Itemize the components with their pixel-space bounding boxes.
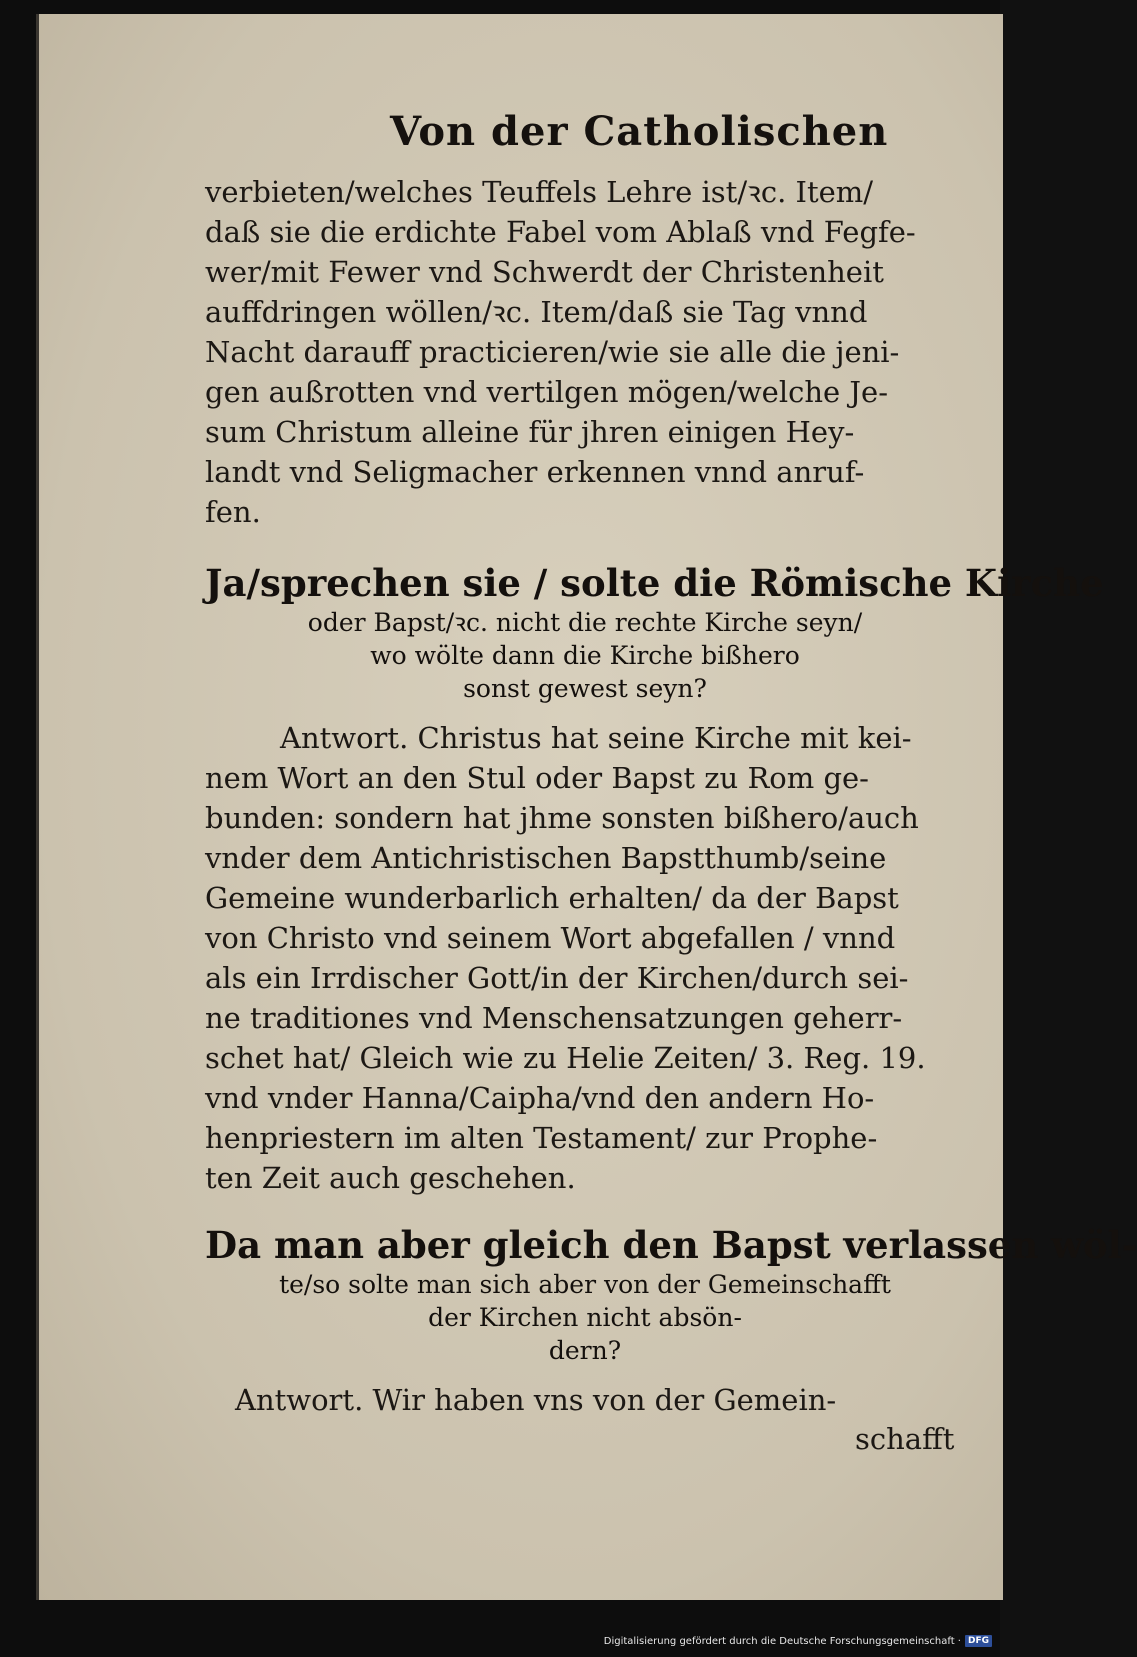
question-subline: te/so solte man sich aber von der Gemeinschafft: [279, 1270, 891, 1299]
text-line: ne traditiones vnd Menschensatzungen geherr-: [205, 1001, 903, 1035]
text-line: henpriestern im alten Testament/ zur Prophe-: [205, 1121, 878, 1155]
paragraph-2: [205, 718, 965, 1198]
text-line: Antwort. Wir haben vns von der Gemein-: [235, 1383, 837, 1417]
dfg-logo-icon: DFG: [965, 1635, 992, 1647]
text-line: verbieten/welches Teuffels Lehre ist/ꝛc. Item/: [205, 175, 874, 209]
text-line: fen.: [205, 495, 261, 529]
question-heading-2: [205, 1222, 1137, 1367]
question-subline: sonst gewest seyn?: [463, 674, 707, 703]
footer-text: Digitalisierung gefördert durch die Deutsche Forschungsgemeinschaft ·: [603, 1635, 961, 1647]
text-line: auffdringen wöllen/ꝛc. Item/daß sie Tag vnnd: [205, 295, 868, 329]
text-line: ten Zeit auch geschehen.: [205, 1161, 576, 1195]
text-line: landt vnd Seligmacher erkennen vnnd anruf-: [205, 455, 865, 489]
text-line: von Christo vnd seinem Wort abgefallen / vnnd: [205, 921, 896, 955]
question-subline: dern?: [548, 1336, 622, 1365]
catchword: schafft: [855, 1422, 955, 1456]
text-line: Nacht darauff practicieren/wie sie alle die jeni-: [205, 335, 900, 369]
text-line: wer/mit Fewer vnd Schwerdt der Christenheit: [205, 255, 884, 289]
text-line: als ein Irrdischer Gott/in der Kirchen/durch sei-: [205, 961, 909, 995]
text-line: vnd vnder Hanna/Caipha/vnd den andern Ho-: [205, 1081, 875, 1115]
paragraph-1: [205, 172, 965, 532]
question-subline: wo wölte dann die Kirche bißhero: [370, 641, 800, 670]
text-line: daß sie die erdichte Fabel vom Ablaß vnd Fegfe-: [205, 215, 916, 249]
text-line: Gemeine wunderbarlich erhalten/ da der Bapst: [205, 881, 899, 915]
question-subline: der Kirchen nicht absön-: [428, 1303, 742, 1332]
question-title: Ja/sprechen sie / solte die Römische Kirche: [205, 561, 1104, 605]
text-line: vnder dem Antichristischen Bapstthumb/seine: [205, 841, 887, 875]
running-head: Von der Catholischen: [390, 108, 889, 155]
question-subline: oder Bapst/ꝛc. nicht die rechte Kirche seyn/: [307, 608, 863, 637]
text-line: bunden: sondern hat jhme sonsten bißhero/auch: [205, 801, 919, 835]
question-title: Da man aber gleich den Bapst verlassen wöl-: [205, 1223, 1137, 1267]
text-line: nem Wort an den Stul oder Bapst zu Rom ge-: [205, 761, 869, 795]
digitization-footer: [604, 1635, 992, 1647]
text-line: Antwort. Christus hat seine Kirche mit kei-: [280, 721, 912, 755]
paragraph-3: [205, 1380, 965, 1420]
question-heading-1: [205, 560, 1104, 705]
text-line: schet hat/ Gleich wie zu Helie Zeiten/ 3. Reg. 19.: [205, 1041, 926, 1075]
text-line: sum Christum alleine für jhren einigen Hey-: [205, 415, 855, 449]
text-line: gen außrotten vnd vertilgen mögen/welche Je-: [205, 375, 889, 409]
